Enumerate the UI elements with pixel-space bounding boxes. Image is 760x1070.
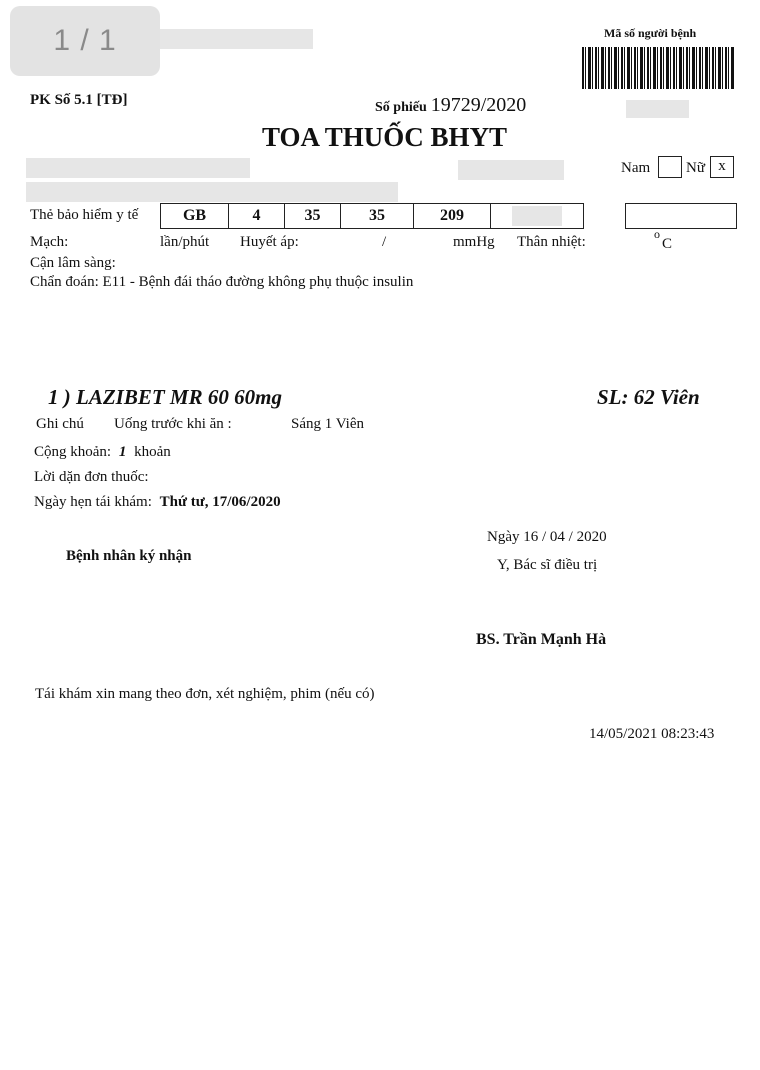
drug-quantity: SL: 62 Viên [597,385,700,409]
pulse-unit: lần/phút [160,234,210,250]
printed-timestamp: 14/05/2021 08:23:43 [589,726,715,742]
blood-pressure-label: Huyết áp: [240,234,299,250]
total-unit: khoản [134,444,171,460]
gender-male-checkbox [658,156,682,178]
redacted-block [512,206,562,226]
insurance-cell: 209 [414,204,491,228]
paraclinical-label: Cận lâm sàng: [30,255,116,271]
doctor-role: Y, Bác sĩ điều trị [497,557,598,573]
redacted-block [26,158,250,178]
insurance-card-number [160,203,584,229]
followup-date: Thứ tư, 17/06/2020 [159,494,281,510]
degree-mark: o [654,227,660,241]
redacted-block [26,182,398,202]
total-count: 1 [118,444,127,460]
insurance-label: Thẻ bảo hiểm y tế [30,207,139,223]
temperature-unit: C [662,236,673,252]
followup [34,494,281,511]
ticket-number [375,94,526,117]
gender-female-checkbox: x [710,156,734,178]
blood-pressure-separator: / [382,234,387,250]
advice-label: Lời dặn đơn thuốc: [34,469,149,485]
drug-usage: Uống trước khi ăn : [114,416,232,432]
redacted-block [626,100,689,118]
drug-index: 1 ) [48,385,71,409]
patient-code-label: Mã số người bệnh [604,26,697,40]
insurance-cell-redacted [491,204,583,228]
redacted-block [458,160,564,180]
sign-date: Ngày 16 / 04 / 2020 [487,529,607,545]
barcode [582,47,735,89]
diagnosis: Chẩn đoán: E11 - Bệnh đái tháo đường không phụ thuộc insulin [30,274,414,290]
empty-box [625,203,737,229]
drug-dosage: Sáng 1 Viên [291,416,364,432]
doctor-name: BS. Trần Mạnh Hà [476,631,607,648]
insurance-cell: 35 [285,204,341,228]
redacted-block [160,29,313,49]
insurance-cell: 35 [341,204,414,228]
total-items [34,444,171,461]
ticket-label: Số phiếu [375,100,427,115]
page-indicator: 1 / 1 [10,6,160,76]
insurance-cell: GB [161,204,229,228]
followup-label: Ngày hẹn tái khám: [34,494,152,510]
gender-female-label: Nữ [686,160,705,176]
patient-sign-label: Bệnh nhân ký nhận [66,548,192,564]
page-title: TOA THUỐC BHYT [262,122,508,152]
drug-name: LAZIBET MR 60 60mg [76,385,282,409]
ticket-value: 19729/2020 [430,94,527,116]
gender-male-label: Nam [621,160,651,176]
pulse-label: Mạch: [30,234,69,250]
insurance-cell: 4 [229,204,285,228]
note-label: Ghi chú [36,416,84,432]
blood-pressure-unit: mmHg [453,234,495,250]
footer-note: Tái khám xin mang theo đơn, xét nghiệm, phim (nếu có) [35,686,375,702]
total-label: Cộng khoản: [34,444,112,460]
drug-item [48,385,282,410]
temperature-label: Thân nhiệt: [517,234,586,250]
clinic-code: PK Số 5.1 [TĐ] [30,92,128,108]
